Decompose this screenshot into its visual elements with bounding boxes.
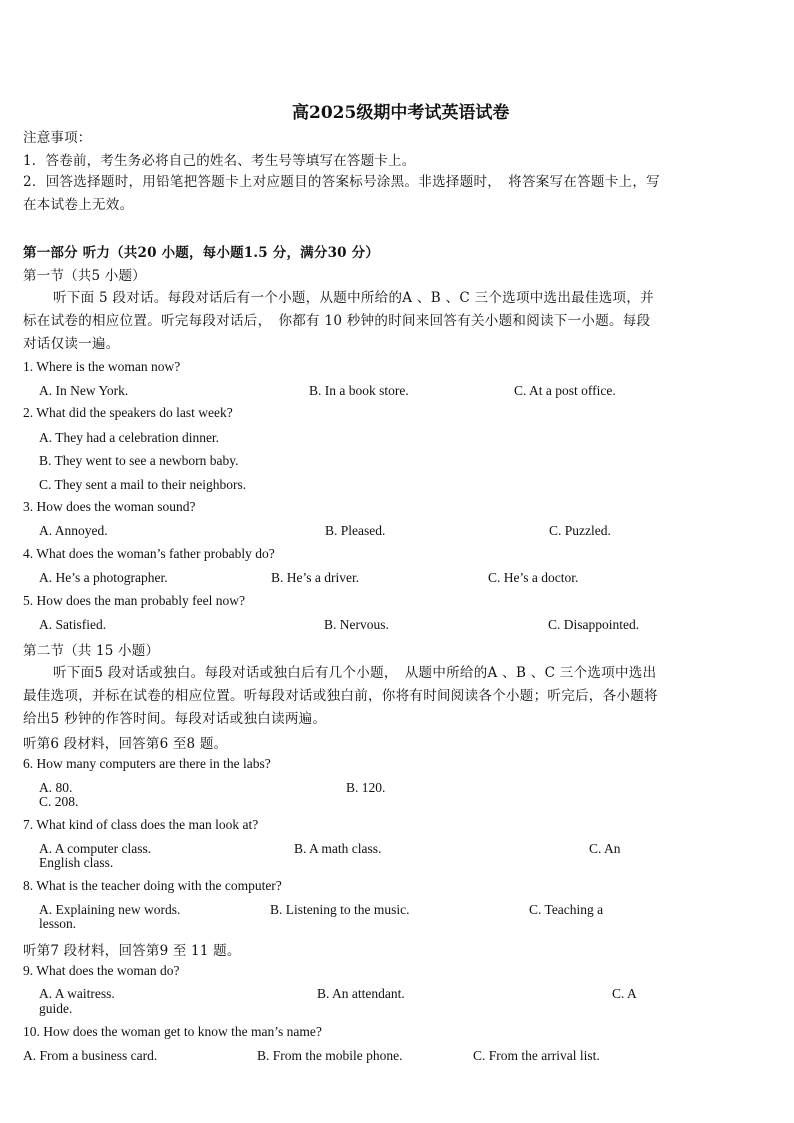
question-10-stem: 10. How does the woman get to know the man’s name? bbox=[23, 1024, 322, 1039]
section2-instructions: 听下面5 段对话或独白。每段对话或独白后有几个小题， 从题中所给的A 、B 、C 三个选项中选出最佳选项，并标在试卷的相应位置。听每段对话或独白前，你将有时间阅读各个小题；听完后，各小题将给出5 秒钟的作答时间。每段对话或独白读两遍。 bbox=[23, 665, 658, 727]
question-2-stem: 2. What did the speakers do last week? bbox=[23, 405, 233, 420]
question-1-option-c: C. At a post office. bbox=[514, 383, 616, 398]
question-8-option-c-continued: lesson. bbox=[39, 916, 77, 931]
question-9-stem: 9. What does the woman do? bbox=[23, 963, 180, 978]
material-7-instruction: 听第7 段材料，回答第9 至 11 题。 bbox=[23, 943, 241, 959]
question-2-option-a: A. They had a celebration dinner. bbox=[39, 430, 220, 445]
question-2-option-b: B. They went to see a newborn baby. bbox=[39, 453, 239, 468]
question-9-option-b: B. An attendant. bbox=[317, 986, 405, 1001]
question-8-stem: 8. What is the teacher doing with the computer? bbox=[23, 878, 282, 893]
question-4-option-a: A. He’s a photographer. bbox=[39, 570, 168, 585]
question-3-option-b: B. Pleased. bbox=[325, 523, 386, 538]
question-8-option-a: A. Explaining new words. bbox=[39, 902, 181, 917]
question-5-option-c: C. Disappointed. bbox=[548, 617, 640, 632]
question-7-option-b: B. A math class. bbox=[294, 841, 382, 856]
question-7-option-c: C. An bbox=[589, 841, 621, 856]
question-5-stem: 5. How does the man probably feel now? bbox=[23, 593, 245, 608]
question-10-option-b: B. From the mobile phone. bbox=[257, 1048, 403, 1063]
question-10-option-a: A. From a business card. bbox=[23, 1048, 158, 1063]
section2-heading: 第二节（共 15 小题） bbox=[23, 643, 160, 659]
notes-item-2: 2．回答选择题时，用铅笔把答题卡上对应题目的答案标号涂黑。非选择题时， 将答案写在答题卡上，写在本试卷上无效。 bbox=[23, 174, 660, 213]
question-7-stem: 7. What kind of class does the man look at? bbox=[23, 817, 259, 832]
question-3-stem: 3. How does the woman sound? bbox=[23, 499, 196, 514]
question-4-option-c: C. He’s a doctor. bbox=[488, 570, 579, 585]
question-1-option-a: A. In New York. bbox=[39, 383, 129, 398]
question-9-option-c: C. A bbox=[612, 986, 637, 1001]
notes-heading: 注意事项： bbox=[23, 130, 92, 146]
question-9-option-a: A. A waitress. bbox=[39, 986, 115, 1001]
question-1-option-b: B. In a book store. bbox=[309, 383, 409, 398]
section1-heading: 第一节（共5 小题） bbox=[23, 268, 146, 284]
material-6-instruction: 听第6 段材料，回答第6 至8 题。 bbox=[23, 736, 228, 752]
question-10-option-c: C. From the arrival list. bbox=[473, 1048, 600, 1063]
page-title: 高2025级期中考试英语试卷 bbox=[292, 103, 510, 123]
part1-heading: 第一部分 听力（共20 小题，每小题1.5 分，满分30 分） bbox=[23, 245, 380, 261]
question-5-option-b: B. Nervous. bbox=[324, 617, 389, 632]
question-5-option-a: A. Satisfied. bbox=[39, 617, 107, 632]
question-8-option-b: B. Listening to the music. bbox=[270, 902, 410, 917]
question-1-stem: 1. Where is the woman now? bbox=[23, 359, 181, 374]
question-6-option-b: B. 120. bbox=[346, 780, 386, 795]
question-2-option-c: C. They sent a mail to their neighbors. bbox=[39, 477, 247, 492]
question-8-option-c: C. Teaching a bbox=[529, 902, 604, 917]
question-9-option-c-continued: guide. bbox=[39, 1001, 73, 1016]
question-6-stem: 6. How many computers are there in the labs? bbox=[23, 756, 271, 771]
question-6-option-c: C. 208. bbox=[39, 794, 79, 809]
question-3-option-a: A. Annoyed. bbox=[39, 523, 108, 538]
question-6-option-a: A. 80. bbox=[39, 780, 73, 795]
question-4-option-b: B. He’s a driver. bbox=[271, 570, 360, 585]
question-7-option-c-continued: English class. bbox=[39, 855, 114, 870]
question-3-option-c: C. Puzzled. bbox=[549, 523, 611, 538]
section1-instructions: 听下面 5 段对话。每段对话后有一个小题，从题中所给的A 、B 、C 三个选项中选出最佳选项，并标在试卷的相应位置。听完每段对话后， 你都有 10 秒钟的时间来回答有关小题和阅读下一小题。每段对话仅读一遍。 bbox=[23, 290, 654, 352]
question-4-stem: 4. What does the woman’s father probably do? bbox=[23, 546, 275, 561]
question-7-option-a: A. A computer class. bbox=[39, 841, 152, 856]
notes-item-1: 1．答卷前，考生务必将自己的姓名、考生号等填写在答题卡上。 bbox=[23, 153, 416, 169]
